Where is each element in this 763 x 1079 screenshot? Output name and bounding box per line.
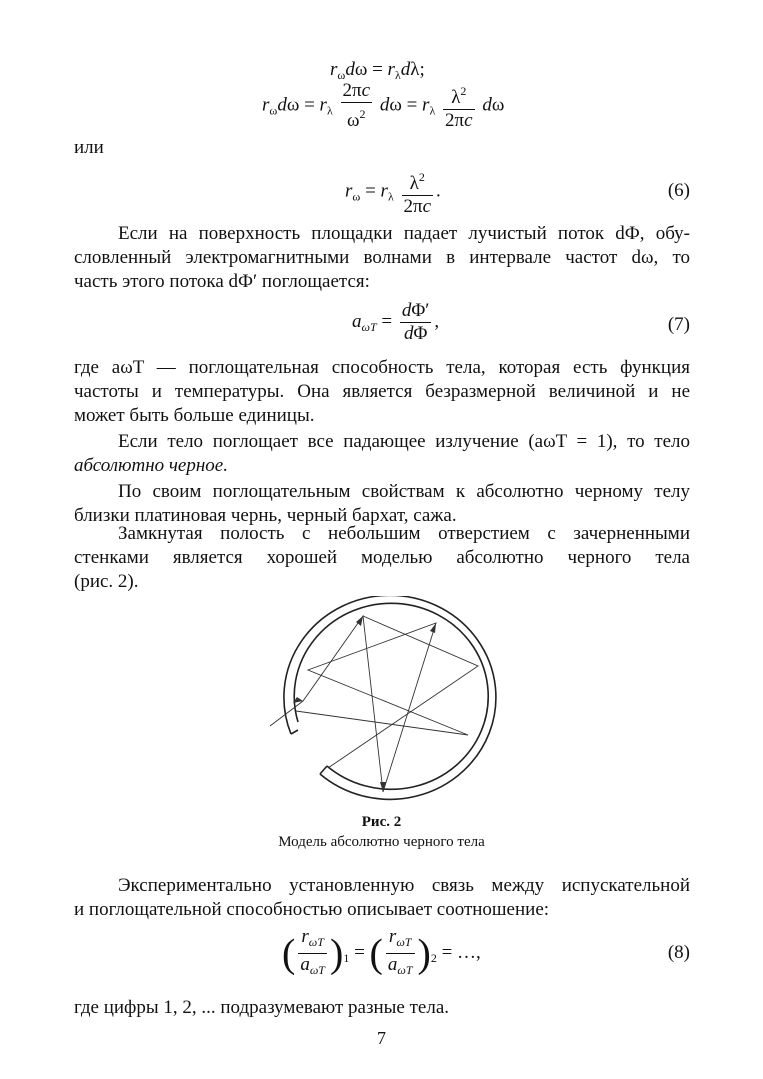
p6-line2: и поглощательной способностью описывает соотношение: <box>74 899 550 920</box>
p7-line1: где цифры 1, 2, ... подразумевают разные тела. <box>74 997 449 1018</box>
p1-line3: часть этого потока dФ′ поглощается: <box>74 271 370 292</box>
page-number: 7 <box>377 1028 386 1048</box>
p1-line1: Если на поверхность площадки падает лучистый поток dФ, обу- <box>118 223 690 244</box>
ray-arrow-bottom <box>380 782 386 792</box>
p2-line2: частоты и температуры. Она является безразмерной величиной и не <box>74 381 690 402</box>
p5-line1: Замкнутая полость с небольшим отверстием с зачерненными <box>118 523 690 544</box>
equation-7: $a_{\omega T}$ = $\frac{d\Phi'}{d\Phi}$ , <box>352 300 440 344</box>
p1-line2: словленный электромагнитными волнами в интервале частот dω, то <box>74 247 690 268</box>
p2-line1: где aωT — поглощательная способность тела, которая есть функция <box>74 357 690 378</box>
figure-caption: Модель абсолютно черного тела <box>278 834 485 850</box>
cavity-inner-wall <box>294 603 488 789</box>
p5-line2: стенками является хорошей моделью абсолютно черного тела <box>74 547 690 568</box>
text-ili: или <box>74 137 104 158</box>
blackbody-cavity-figure <box>268 596 502 810</box>
equation-b: $r_\omega d\omega = r_\lambda$ $\frac{2\pi c}{\omega^2}$ $d\omega = r_\lambda$ $\frac{\lambda^2}{2\pi c}$ dω <box>262 80 505 131</box>
p3-line2: абсолютно черное. <box>74 455 228 476</box>
equation-number-7: (7) <box>667 314 690 335</box>
p5-line3: (рис. 2). <box>74 571 139 592</box>
p4-line1: По своим поглощательным свойствам к абсолютно черному телу <box>118 481 690 502</box>
equation-8: ( $\frac{r_{\omega T}}{a_{\omega T}}$ )$_1$ = ( $\frac{r_{\omega T}}{a_{\omega T}}$ )$_2$ = …, <box>282 926 481 977</box>
opening-edge-lower <box>320 766 327 774</box>
opening-edge <box>291 730 298 734</box>
equation-6: $r_\omega = r_\lambda$ $\frac{\lambda^2}{2\pi c}$ . <box>345 166 441 218</box>
p2-line3: может быть больше единицы. <box>74 405 315 426</box>
ray-path-secondary <box>328 616 478 768</box>
equation-number-8: (8) <box>667 942 690 963</box>
p4-line2: близки платиновая чернь, черный бархат, сажа. <box>74 505 457 526</box>
equation-number-6: (6) <box>667 180 690 201</box>
p3-line1: Если тело поглощает все падающее излучение (aωT = 1), то тело <box>118 431 690 452</box>
p6-line1: Экспериментально установленную связь между испускательной <box>118 875 690 896</box>
equation-a: $r_\omega d\omega = r_\lambda d\lambda$; <box>330 59 425 82</box>
figure-label: Рис. 2 <box>361 814 402 830</box>
